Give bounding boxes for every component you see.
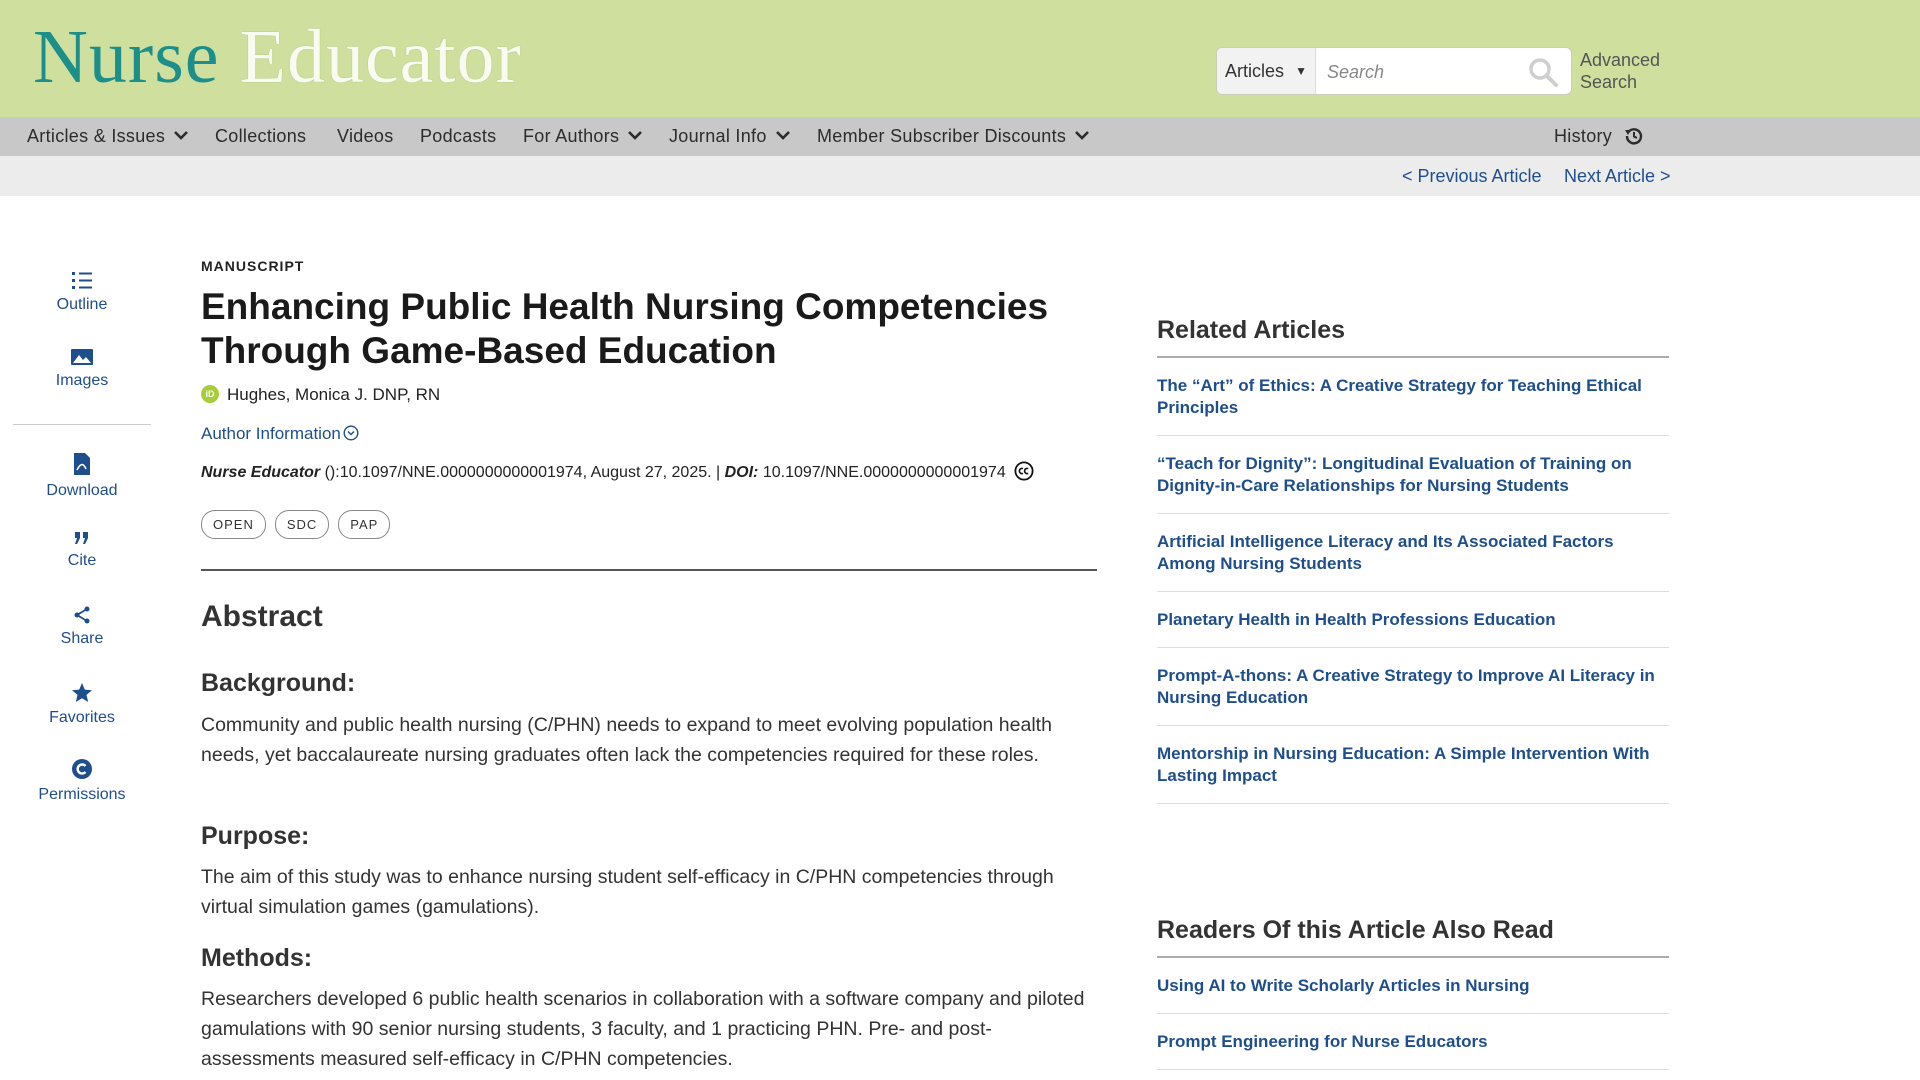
list-item bbox=[1157, 358, 1669, 436]
share-icon bbox=[73, 606, 91, 624]
badge-open: OPEN bbox=[201, 510, 266, 539]
related-article-link[interactable]: Artificial Intelligence Literacy and Its Associated Factors Among Nursing Students bbox=[1157, 532, 1614, 573]
also-read-heading: Readers Of this Article Also Read bbox=[1157, 910, 1669, 958]
related-articles-heading: Related Articles bbox=[1157, 310, 1669, 358]
author-name[interactable]: Hughes, Monica J. DNP, RN bbox=[227, 385, 441, 404]
purpose-text: The aim of this study was to enhance nursing student self-efficacy in C/PHN competencies through virtual simulation games (gamulations). bbox=[201, 866, 1054, 918]
image-icon bbox=[70, 348, 94, 366]
nav-member-subscriber-discounts[interactable] bbox=[817, 117, 1090, 156]
chevron-down-icon bbox=[627, 130, 643, 140]
nav-label: Journal Info bbox=[669, 126, 767, 146]
quote-icon bbox=[73, 530, 91, 546]
related-article-link[interactable]: Planetary Health in Health Professions Education bbox=[1157, 610, 1556, 629]
images-button[interactable] bbox=[13, 348, 151, 390]
logo-word-nurse: Nurse bbox=[33, 15, 220, 99]
star-icon bbox=[71, 682, 93, 703]
previous-article-link[interactable]: < Previous Article bbox=[1402, 166, 1542, 186]
advanced-search-line2: Search bbox=[1580, 72, 1638, 92]
permissions-button[interactable] bbox=[13, 758, 151, 804]
pdf-download-icon bbox=[73, 452, 91, 476]
download-button[interactable] bbox=[13, 452, 151, 500]
rail-label: Favorites bbox=[49, 709, 115, 726]
methods-text: Researchers developed 6 public health scenarios in collaboration with a software company and piloted gamulations with 90 senior nursing students, 3 faculty, and 1 practicing PHN. Pre- and post-assessments measured self-efficacy in C/PHN competencies. bbox=[201, 988, 1085, 1070]
list-item bbox=[1157, 726, 1669, 804]
journal-name: Nurse Educator bbox=[201, 464, 321, 481]
rail-label: Cite bbox=[67, 552, 97, 569]
site-header bbox=[0, 0, 1920, 117]
share-button[interactable] bbox=[13, 606, 151, 648]
search-scope-value: Articles bbox=[1225, 61, 1285, 81]
methods-heading: Methods: bbox=[201, 944, 313, 972]
related-articles-panel bbox=[1157, 310, 1669, 804]
nav-label: History bbox=[1554, 126, 1613, 146]
doi-label: DOI: bbox=[724, 464, 759, 481]
nav-label: For Authors bbox=[523, 126, 620, 146]
doi-value[interactable]: 10.1097/NNE.0000000000001974 bbox=[758, 464, 1006, 481]
nav-label: Member Subscriber Discounts bbox=[817, 126, 1067, 146]
search-box bbox=[1216, 47, 1572, 95]
rail-label: Download bbox=[46, 482, 118, 499]
also-read-panel bbox=[1157, 910, 1669, 1070]
list-item bbox=[1157, 436, 1669, 514]
nav-journal-info[interactable] bbox=[669, 117, 791, 156]
abstract-heading: Abstract bbox=[201, 600, 323, 633]
citation-line bbox=[201, 464, 1034, 482]
access-badges bbox=[201, 510, 399, 539]
cite-button[interactable] bbox=[13, 530, 151, 570]
chevron-down-icon bbox=[1074, 130, 1090, 140]
also-read-link[interactable]: Prompt Engineering for Nurse Educators bbox=[1157, 1032, 1488, 1051]
logo-word-educator: Educator bbox=[239, 15, 522, 99]
search-icon[interactable] bbox=[1527, 56, 1559, 88]
article-title: Enhancing Public Health Nursing Competencies Through Game-Based Education bbox=[201, 286, 1049, 371]
also-read-link[interactable]: Using AI to Write Scholarly Articles in Nursing bbox=[1157, 976, 1530, 995]
list-icon bbox=[71, 270, 93, 290]
purpose-heading: Purpose: bbox=[201, 822, 310, 850]
related-article-link[interactable]: Prompt-A-thons: A Creative Strategy to Improve AI Literacy in Nursing Education bbox=[1157, 666, 1655, 707]
author-line bbox=[201, 385, 440, 405]
journal-logo[interactable] bbox=[33, 12, 522, 102]
search-input[interactable] bbox=[1325, 57, 1519, 87]
section-divider bbox=[201, 569, 1097, 571]
rail-label: Permissions bbox=[38, 786, 126, 803]
advanced-search-line1: Advanced bbox=[1580, 50, 1661, 70]
chevron-down-icon bbox=[775, 130, 791, 140]
chevron-circle-down-icon bbox=[343, 425, 359, 441]
search-scope-select[interactable] bbox=[1217, 48, 1316, 94]
list-item bbox=[1157, 514, 1669, 592]
nav-label: Videos bbox=[337, 126, 394, 146]
related-article-link[interactable]: The “Art” of Ethics: A Creative Strategy for Teaching Ethical Principles bbox=[1157, 376, 1642, 417]
nav-label: Collections bbox=[215, 126, 307, 146]
nav-podcasts[interactable] bbox=[420, 117, 496, 156]
related-article-link[interactable]: Mentorship in Nursing Education: A Simple Intervention With Lasting Impact bbox=[1157, 744, 1650, 785]
author-information-label: Author Information bbox=[201, 424, 341, 443]
article-pager bbox=[0, 156, 1920, 196]
copyright-icon bbox=[71, 758, 93, 780]
list-item bbox=[1157, 592, 1669, 648]
main-nav bbox=[0, 117, 1920, 156]
outline-button[interactable] bbox=[13, 270, 151, 314]
nav-articles-issues[interactable] bbox=[27, 117, 189, 156]
caret-down-icon: ▼ bbox=[1295, 64, 1307, 78]
creative-commons-icon bbox=[1014, 461, 1034, 481]
next-article-link[interactable]: Next Article > bbox=[1564, 166, 1671, 186]
related-articles-list bbox=[1157, 358, 1669, 804]
nav-collections[interactable] bbox=[215, 117, 306, 156]
nav-history[interactable] bbox=[1554, 117, 1644, 156]
related-article-link[interactable]: “Teach for Dignity”: Longitudinal Evaluation of Training on Dignity-in-Care Relationships for Nursing Students bbox=[1157, 454, 1632, 495]
history-icon bbox=[1624, 126, 1644, 146]
background-text: Community and public health nursing (C/PHN) needs to expand to meet evolving population health needs, yet baccalaureate nursing graduates often lack the competencies required for these roles. bbox=[201, 714, 1052, 766]
author-information-toggle[interactable] bbox=[201, 424, 359, 444]
list-item bbox=[1157, 648, 1669, 726]
badge-pap: PAP bbox=[338, 510, 390, 539]
list-item bbox=[1157, 958, 1669, 1014]
list-item bbox=[1157, 1014, 1669, 1070]
article-type: MANUSCRIPT bbox=[201, 258, 305, 274]
nav-videos[interactable] bbox=[337, 117, 394, 156]
orcid-icon[interactable]: iD bbox=[201, 385, 219, 403]
rail-label: Images bbox=[55, 372, 109, 389]
background-heading: Background: bbox=[201, 669, 356, 697]
citation-details: ():10.1097/NNE.0000000000001974, August 27, 2025. | bbox=[320, 464, 725, 481]
nav-for-authors[interactable] bbox=[523, 117, 643, 156]
badge-sdc: SDC bbox=[275, 510, 329, 539]
favorites-button[interactable] bbox=[13, 682, 151, 727]
also-read-list bbox=[1157, 958, 1669, 1070]
chevron-down-icon bbox=[173, 130, 189, 140]
advanced-search-link[interactable] bbox=[1580, 49, 1660, 93]
nav-label: Articles & Issues bbox=[27, 126, 166, 146]
rail-divider bbox=[13, 424, 151, 425]
rail-label: Share bbox=[60, 630, 104, 647]
nav-label: Podcasts bbox=[420, 126, 497, 146]
rail-label: Outline bbox=[56, 296, 108, 313]
